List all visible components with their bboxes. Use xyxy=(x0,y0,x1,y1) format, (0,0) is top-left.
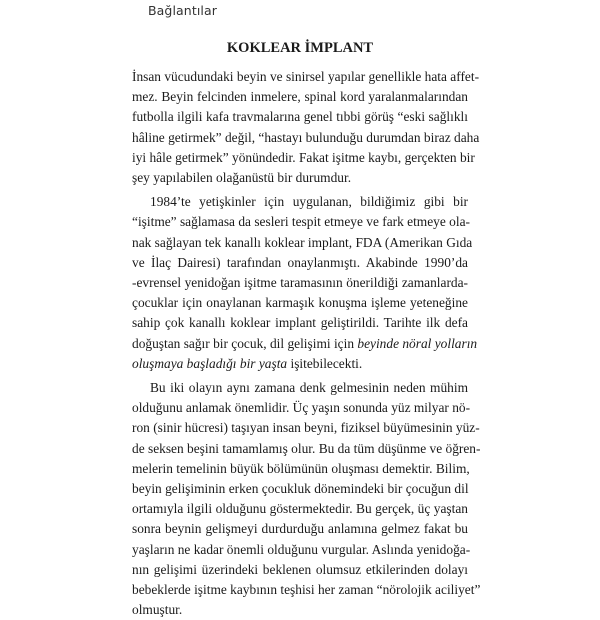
paragraph-3 xyxy=(132,378,481,620)
text-line: yaşların ne kadar önemli olduğunu vurgular. Aslında yenidoğa- xyxy=(132,541,471,557)
text-line: Bu iki olayın aynı zamana denk gelmesinin neden mühim xyxy=(150,380,468,396)
italic-phrase: oluşmaya başladığı bir yaşta xyxy=(132,355,288,371)
text-line xyxy=(132,354,468,374)
text-line: mez. Beyin felcinden inmelere, spinal kord yaralanmalarından xyxy=(132,89,468,105)
text-segment: işitebilecekti. xyxy=(287,355,363,371)
text-line: ve İlaç Dairesi) tarafından onaylanmıştı. Akabinde 1990’da xyxy=(132,254,468,270)
paragraph-1 xyxy=(132,67,480,188)
text-line: iyi hâle getirmek” yönündedir. Fakat işitme kaybı, gerçekten bir xyxy=(132,149,475,165)
text-line: bebeklerde işitme kaybının teşhisi her zaman “nörolojik aciliyet” xyxy=(132,582,481,598)
chapter-title: KOKLEAR İMPLANT xyxy=(226,40,374,56)
text-line: sahip çok kanallı koklear implant geliştirildi. Tarihte ilk defa xyxy=(132,315,468,331)
text-line: hâline getirmek” değil, “hastayı bulunduğu durumdan biraz daha xyxy=(132,129,480,145)
text-line: -evrensel yenidoğan işitme taramasının önerildiği zamanlarda- xyxy=(132,275,468,291)
text-line: nak sağlayan tek kanallı koklear implant, FDA (Amerikan Gıda xyxy=(132,234,473,250)
text-line: çocuklar için onaylanan karmaşık konuşma işleme yeteneğine xyxy=(132,295,468,311)
running-head: Bağlantılar xyxy=(148,3,217,18)
text-line: olduğunu anlamak önemlidir. Üç yaşın sonunda yüz milyar nö- xyxy=(132,400,471,416)
text-line: İnsan vücudundaki beyin ve sinirsel yapılar genellikle hata affet- xyxy=(132,69,480,84)
text-line: “işitme” sağlamasa da sesleri tespit etmeye ve fark etmeye ola- xyxy=(132,214,470,230)
text-line xyxy=(132,334,478,354)
text-line: ron (sinir hücresi) taşıyan insan beyni, fiziksel büyümesinin yüz- xyxy=(132,420,480,436)
text-line: melerin temelinin büyük bölümünün oluşması demektir. Bilim, xyxy=(132,460,470,476)
italic-phrase: beyinde nöral yolların xyxy=(357,335,478,351)
text-line: beyin gelişiminin erken çocukluk dönemindeki bir çocuğun dil xyxy=(132,481,469,497)
body-text xyxy=(132,67,481,620)
text-line: olmuştur. xyxy=(132,602,183,618)
text-line: nın gelişimi üzerindeki beklenen olumsuz etkilerinden dolayı xyxy=(132,561,468,577)
text-line: 1984’te yetişkinler için uygulanan, bildiğimiz gibi bir xyxy=(150,194,468,210)
text-line: de seksen beşini tamamlamış olur. Bu da tüm düşünme ve öğren- xyxy=(132,440,481,456)
text-line: şey yapılabilen olağanüstü bir durumdur. xyxy=(132,170,352,186)
paragraph-2 xyxy=(132,192,478,374)
text-line: ortamıyla ilgili olduğunu göstermektedir. Bu gerçek, üç yaştan xyxy=(132,501,468,517)
text-line: sonra beynin gelişmeyi durdurduğu anlamına gelmez fakat bu xyxy=(132,521,468,537)
text-line: futbolla ilgili kafa travmalarına genel tıbbi görüş “eski sağlıklı xyxy=(132,109,468,125)
text-segment: doğuştan sağır bir çocuk, dil gelişimi için xyxy=(132,335,358,351)
